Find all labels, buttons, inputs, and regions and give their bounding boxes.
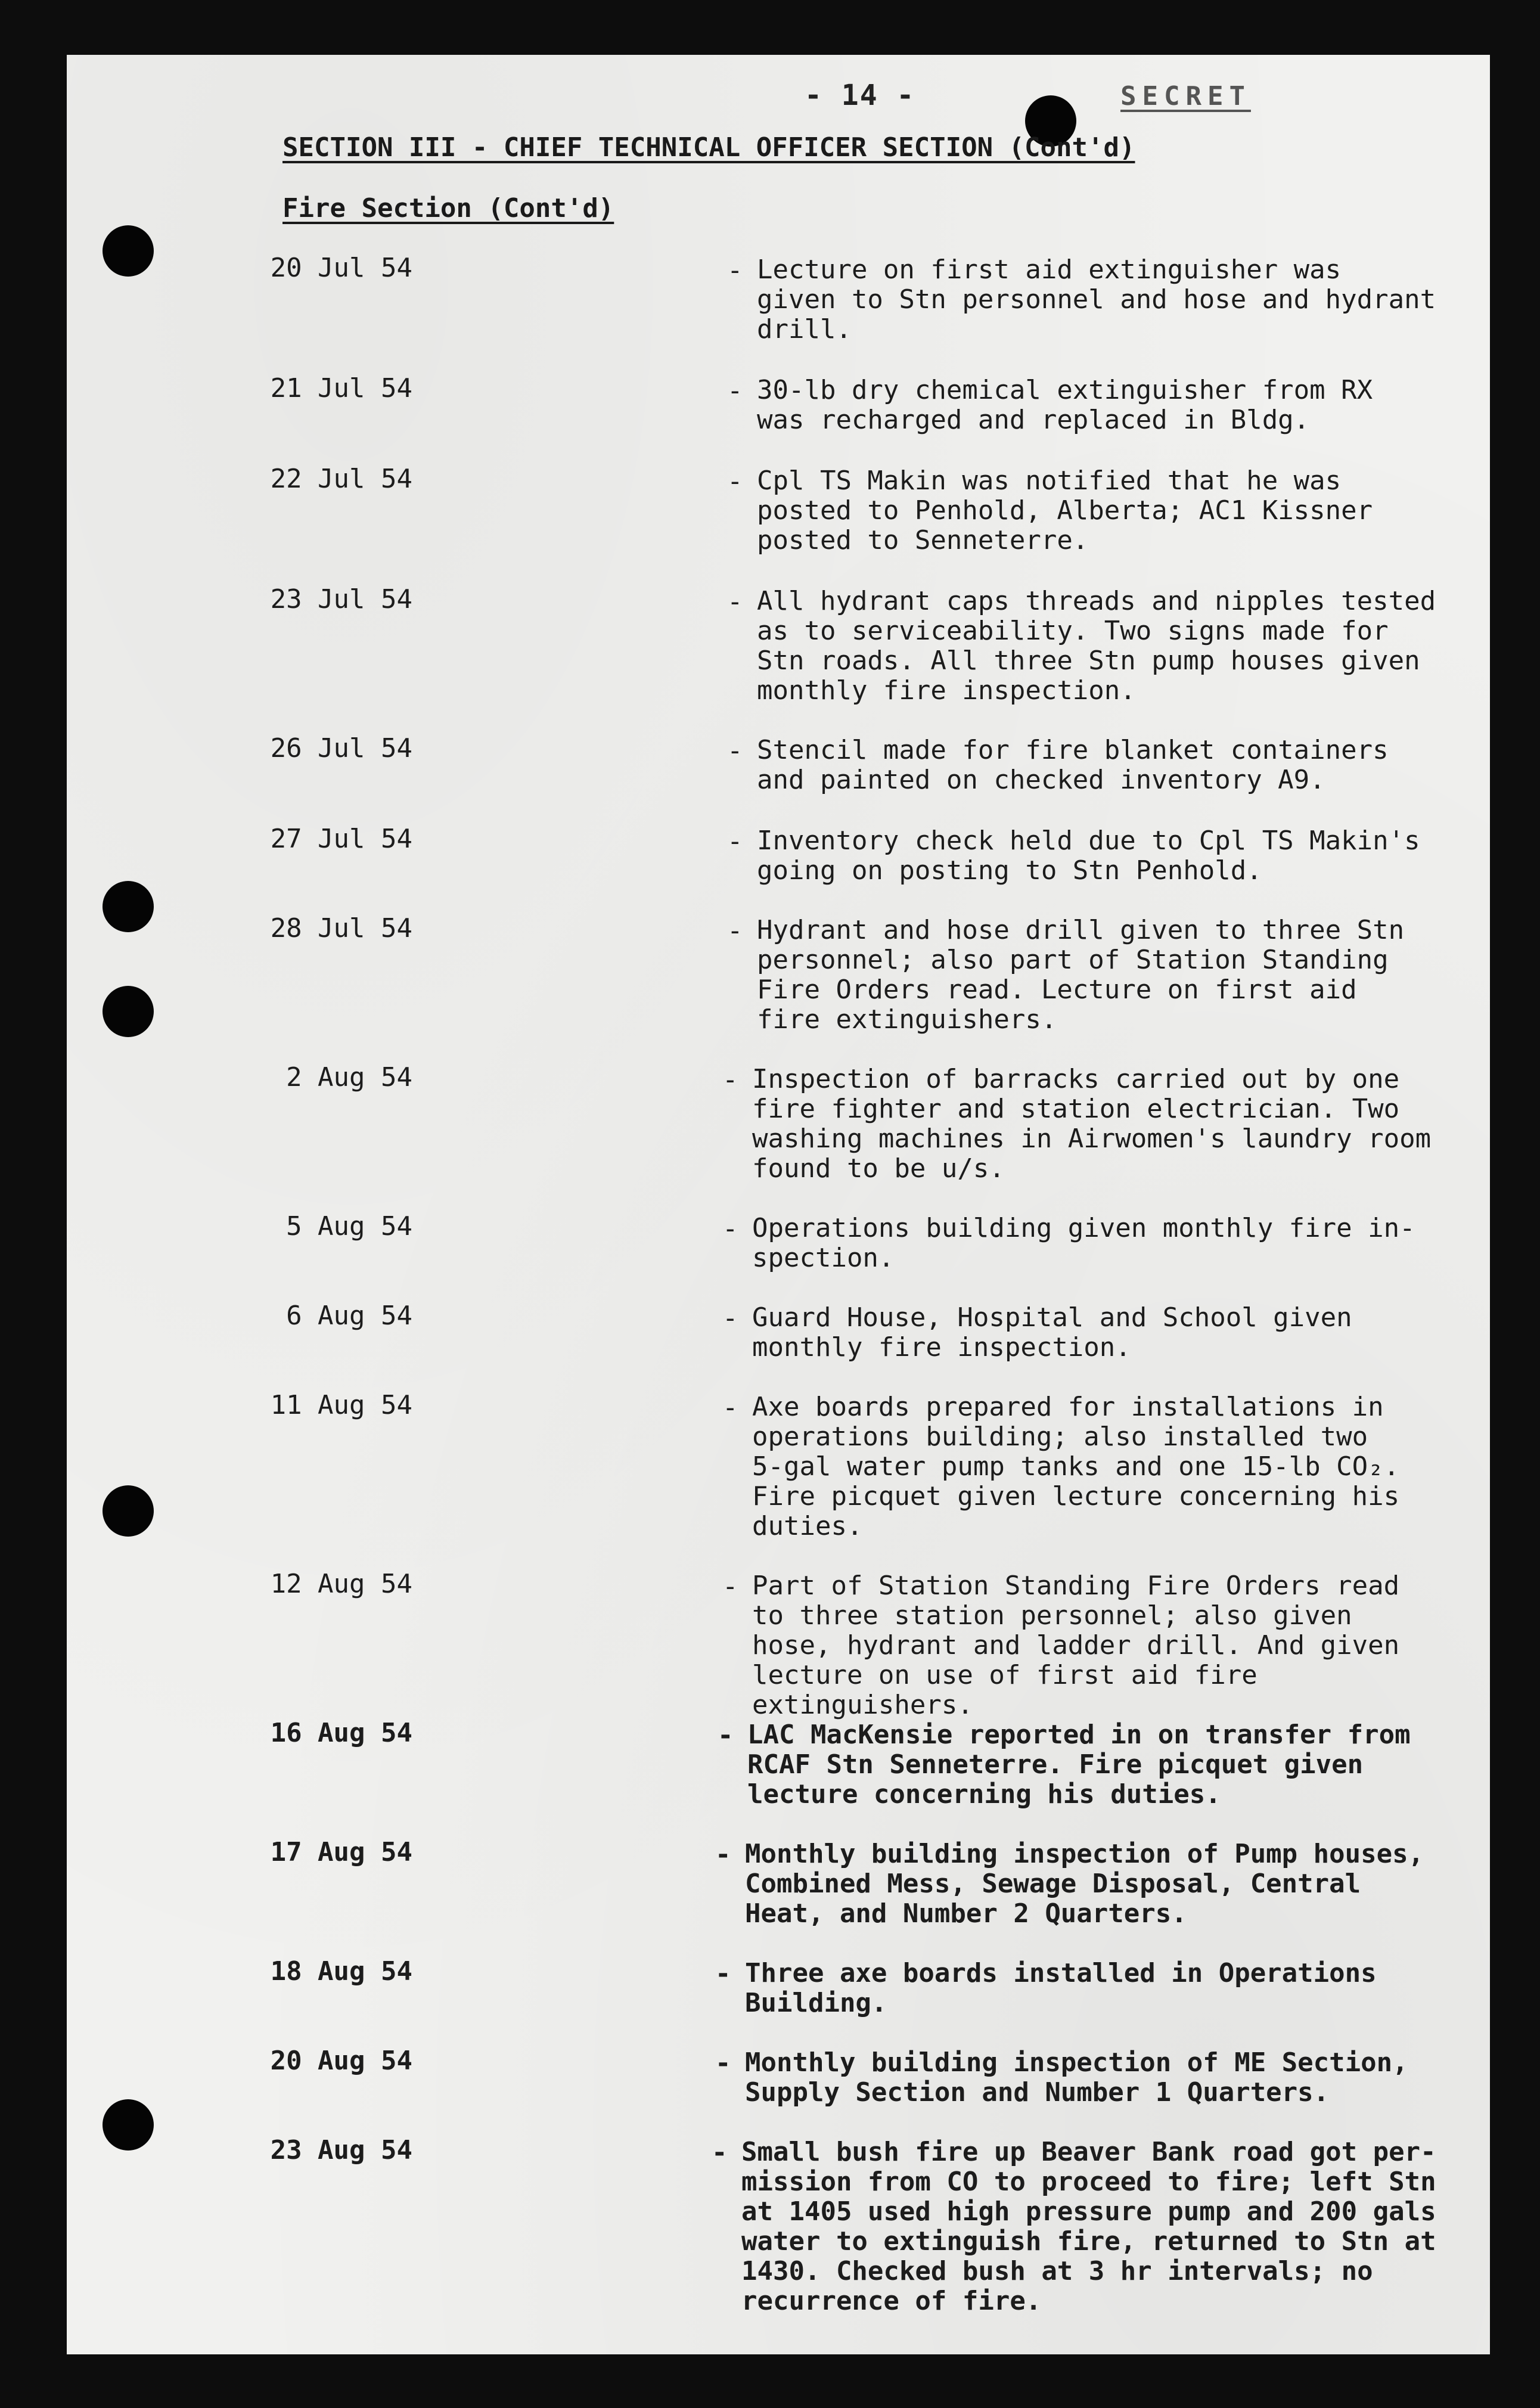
page-number: - 14 - [805,79,915,112]
entry-text: Monthly building inspection of Pump houses, Combined Mess, Sewage Disposal, Central Heat, and Number 2 Quarters. [745,1839,1424,1929]
entry-dash: - [727,587,743,617]
entry-dash: - [722,1214,738,1244]
entry-date: 28 Jul 54 [270,913,412,944]
entry-date: 22 Jul 54 [270,464,412,494]
entry-date: 5 Aug 54 [286,1211,412,1242]
entry-text: All hydrant caps threads and nipples tested as to serviceability. Two signs made for Stn roads. All three Stn pump houses given monthly fire inspection. [757,586,1436,706]
punch-hole [103,1485,154,1537]
entry-text: Operations building given monthly fire in- spection. [752,1213,1415,1273]
entry-text: 30-lb dry chemical extinguisher from RX was recharged and replaced in Bldg. [757,375,1373,435]
document-page [67,55,1490,2354]
entry-text: Three axe boards installed in Operations Building. [745,1958,1377,2018]
entry-text: Lecture on first aid extinguisher was given to Stn personnel and hose and hydrant drill. [757,255,1436,345]
entry-date: 6 Aug 54 [286,1301,412,1331]
entry-text: Axe boards prepared for installations in operations building; also installed two 5-gal water pump tanks and one 15-lb CO₂. Fire picquet given lecture concerning his duties. [752,1392,1400,1541]
entry-date: 21 Jul 54 [270,373,412,404]
entry-date: 12 Aug 54 [270,1569,412,1599]
entry-dash: - [715,1959,731,1989]
entry-text: Small bush fire up Beaver Bank road got per- mission from CO to proceed to fire; left Stn at 1405 used high pressure pump and 200 gals water to extinguish fire, returned to Stn at 1430. Checked bush at 3 hr intervals; no recurrence of fire. [741,2137,1436,2316]
section-title: SECTION III - CHIEF TECHNICAL OFFICER SECTION (Cont'd) [282,132,1135,163]
entry-date: 26 Jul 54 [270,733,412,764]
entry-date: 16 Aug 54 [270,1718,412,1748]
entry-date: 23 Jul 54 [270,584,412,615]
entry-dash: - [727,466,743,497]
entry-text: Inventory check held due to Cpl TS Makin's going on posting to Stn Penhold. [757,826,1420,886]
entry-dash: - [715,2048,731,2078]
entry-date: 17 Aug 54 [270,1837,412,1867]
entry-text: LAC MacKensie reported in on transfer from RCAF Stn Senneterre. Fire picquet given lecture concerning his duties. [747,1720,1411,1810]
entry-dash: - [727,916,743,946]
entry-text: Part of Station Standing Fire Orders read to three station personnel; also given hose, hydrant and ladder drill. And given lecture on use of first aid fire extinguishers. [752,1571,1400,1720]
punch-hole [103,2099,154,2151]
punch-hole [103,225,154,277]
entry-text: Stencil made for fire blanket containers and painted on checked inventory A9. [757,735,1389,795]
entry-dash: - [727,376,743,406]
entry-dash: - [722,1065,738,1095]
entry-text: Guard House, Hospital and School given monthly fire inspection. [752,1302,1352,1363]
entry-date: 2 Aug 54 [286,1062,412,1093]
entry-date: 27 Jul 54 [270,824,412,854]
entry-dash: - [722,1571,738,1602]
entry-dash: - [718,1720,734,1751]
entry-dash: - [712,2137,728,2168]
entry-dash: - [727,736,743,766]
entry-date: 20 Jul 54 [270,253,412,283]
entry-dash: - [722,1392,738,1423]
entry-date: 20 Aug 54 [270,2046,412,2076]
punch-hole [103,881,154,932]
subsection-title: Fire Section (Cont'd) [282,193,614,224]
entry-text: Hydrant and hose drill given to three Stn personnel; also part of Station Standing Fire Orders read. Lecture on first aid fire extinguishers. [757,915,1405,1035]
entry-date: 23 Aug 54 [270,2135,412,2165]
entry-text: Cpl TS Makin was notified that he was posted to Penhold, Alberta; AC1 Kissner posted to Senneterre. [757,466,1373,556]
classification-marking: SECRET [1120,81,1251,111]
entry-dash: - [727,255,743,286]
entry-date: 18 Aug 54 [270,1956,412,1987]
entry-dash: - [727,826,743,857]
entry-text: Monthly building inspection of ME Section, Supply Section and Number 1 Quarters. [745,2047,1408,2108]
entry-dash: - [715,1839,731,1870]
entry-text: Inspection of barracks carried out by one fire fighter and station electrician. Two washing machines in Airwomen's laundry room found to be u/s. [752,1064,1432,1184]
entry-dash: - [722,1303,738,1333]
entry-date: 11 Aug 54 [270,1390,412,1420]
punch-hole [103,986,154,1037]
